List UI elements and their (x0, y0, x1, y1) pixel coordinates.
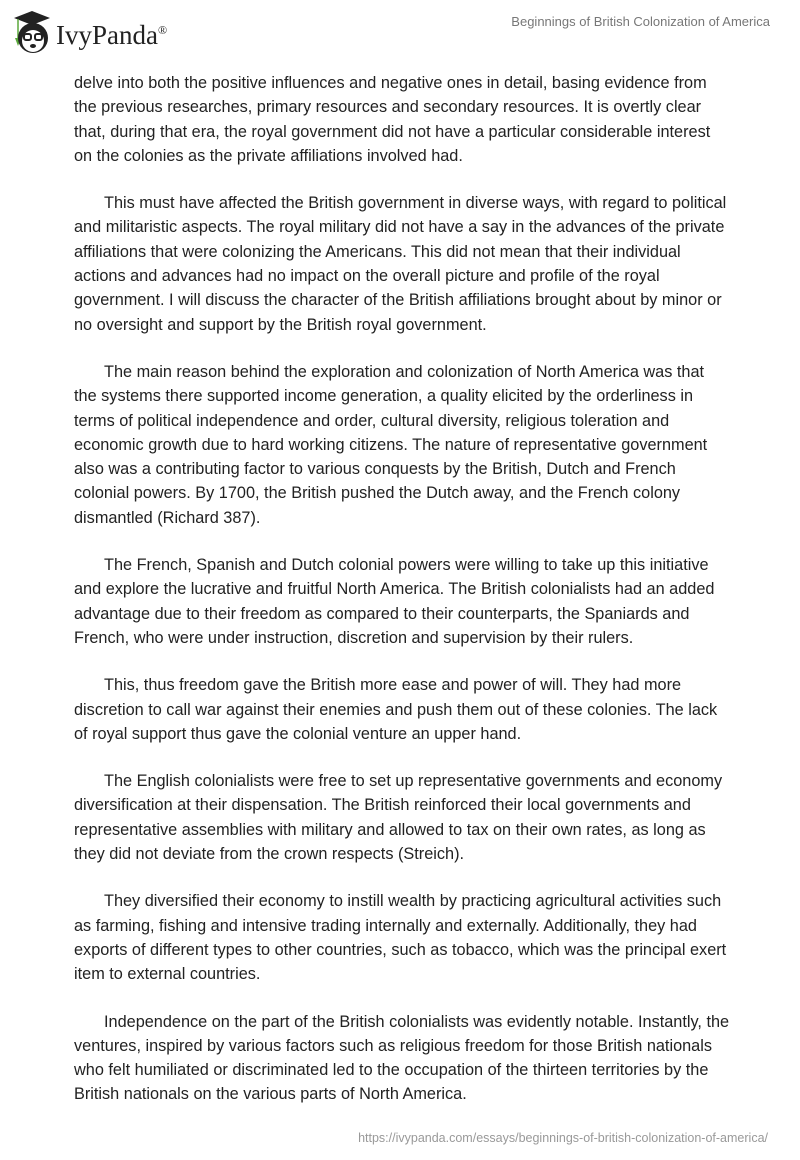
paragraph: This must have affected the British government in diverse ways, with regard to political and militaristic aspects. The royal military did not have a say in the advances of the private affiliations that were colonizing the Americans. This did not mean that their individual actions and advances had no impact on the overall picture and profile of the royal government. I will discuss the character of the British affiliations brought about by minor or no oversight and support by the British royal government. (74, 194, 727, 334)
panda-graduate-icon (12, 8, 52, 56)
logo-text (56, 20, 167, 51)
paragraph: Independence on the part of the British colonialists was evidently notable. Instantly, the ventures, inspired by various factors such as religious freedom for those British nationals who felt humiliated or discriminated led to the occupation of the thirteen territories by the British nationals on the various parts of North America. (74, 1012, 730, 1104)
page-header (0, 0, 800, 60)
paragraph: The main reason behind the exploration and colonization of North America was that the systems there supported income generation, a quality elicited by the orderliness in terms of political independence and order, cultural diversity, religious toleration and economic growth due to hard working citizens. The nature of representative government also was a contributing factor to various conquests by the British, Dutch and French colonial powers. By 1700, the British pushed the Dutch away, and the French colony dismantled (Richard 387). (74, 362, 708, 527)
source-url[interactable]: https://ivypanda.com/essays/beginnings-of-british-colonization-of-america/ (358, 1131, 768, 1145)
registered-mark: ® (157, 22, 168, 37)
paragraph: delve into both the positive influences and negative ones in detail, basing evidence from the previous researches, primary resources and secondary resources. It is overtly clear that, during that era, the royal government did not have a particular considerable interest on the colonies as the private affiliations involved had. (74, 74, 711, 165)
logo-name: IvyPanda (56, 19, 158, 50)
document-title: Beginnings of British Colonization of America (511, 14, 770, 29)
essay-body (74, 71, 730, 1130)
paragraph: The English colonialists were free to set up representative governments and economy diversification at their dispensation. The British reinforced their local governments and representative assemblies with military and allowed to tax on their own rates, as long as they did not deviate from the crown respects (Streich). (74, 772, 723, 864)
paragraph: The French, Spanish and Dutch colonial powers were willing to take up this initiative and explore the lucrative and fruitful North America. The British colonialists had an added advantage due to their freedom as compared to their counterparts, the Spaniards and French, who were under instruction, discretion and supervision by their rulers. (74, 556, 715, 647)
paragraph: This, thus freedom gave the British more ease and power of will. They had more discretion to call war against their enemies and push them out of these colonies. The lack of royal support thus gave the colonial venture an upper hand. (74, 676, 718, 743)
paragraph: They diversified their economy to instill wealth by practicing agricultural activities such as farming, fishing and intensive trading internally and externally. Additionally, they had exports of different types to other countries, such as tobacco, which was the principal exert item to external countries. (74, 892, 727, 984)
ivypanda-logo[interactable] (12, 8, 167, 56)
